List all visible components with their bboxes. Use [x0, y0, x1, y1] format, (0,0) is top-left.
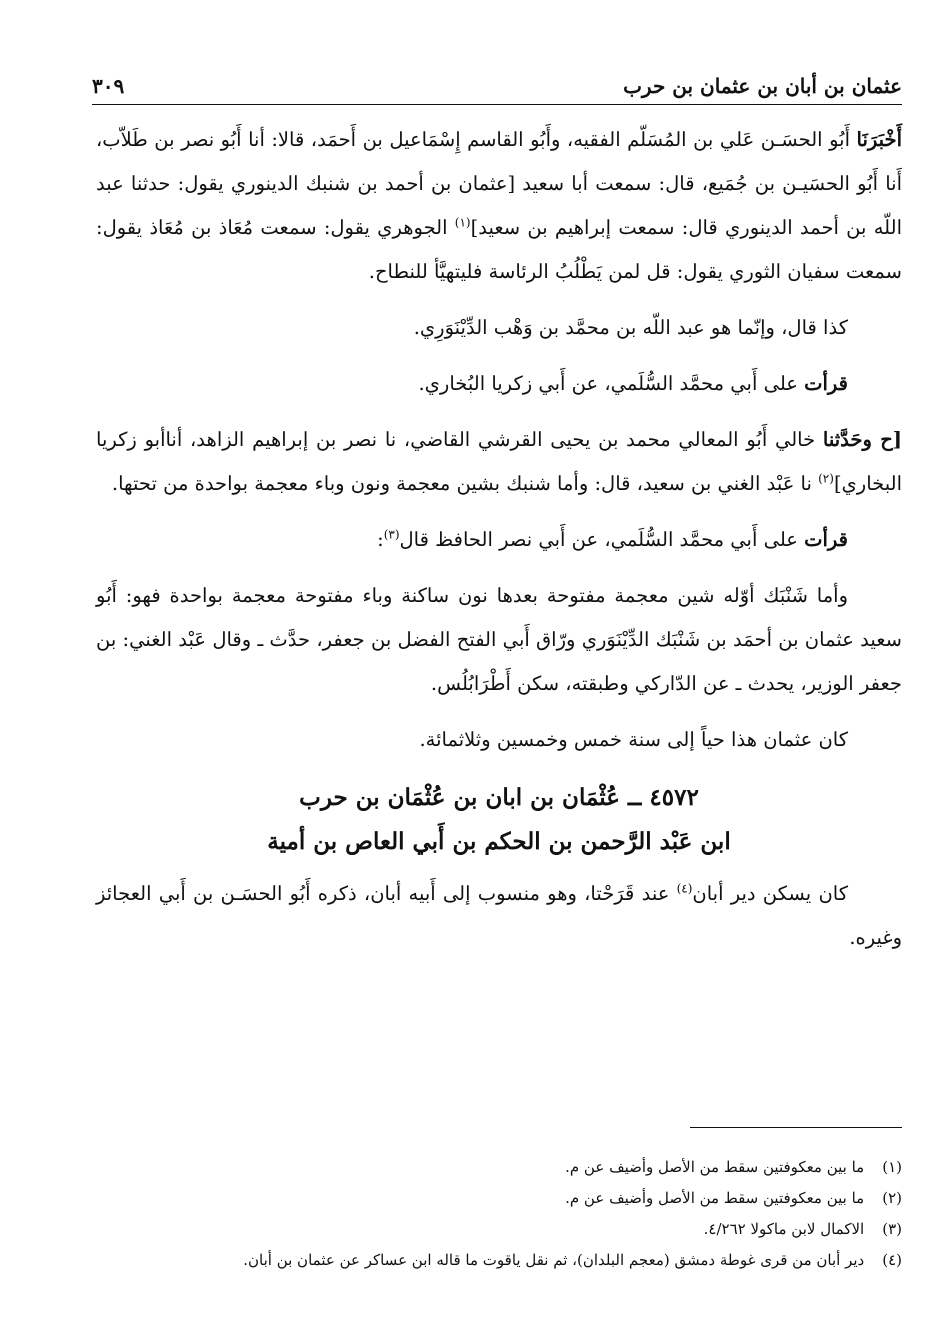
running-title: عثمان بن أبان بن عثمان بن حرب	[623, 74, 902, 98]
paragraph-death	[96, 718, 902, 762]
isnad-lead: [ح وحَدَّثنا	[822, 428, 903, 451]
footnote-number: (٣)	[882, 1220, 902, 1238]
footnote-number: (٤)	[882, 1251, 902, 1269]
footnote-mark: (٤)	[676, 881, 693, 896]
footnote	[96, 1245, 902, 1276]
footnote-mark: (٢)	[818, 471, 834, 486]
main-text	[96, 118, 902, 960]
footnote-text: ما بين معكوفتين سقط من الأصل وأضيف عن م.	[565, 1189, 865, 1207]
paragraph-text: كذا قال، وإنّما هو عبد اللّه بن محمَّد بن وَهْب الدِّيْنَوَرِي.	[413, 316, 848, 339]
entry-heading-line-2: ابن عَبْد الرَّحمن بن الحكم بن أَبي العاص بن أمية	[267, 828, 731, 855]
paragraph-text: كان يسكن دير أبان	[692, 882, 848, 905]
footnote	[96, 1152, 902, 1183]
entry-heading	[96, 776, 902, 864]
footnote	[96, 1183, 902, 1214]
paragraph-text: كان عثمان هذا حياً إلى سنة خمس وخمسين وثلاثمائة.	[419, 728, 848, 751]
entry-heading-line-1: ٤٥٧٢ ــ عُثْمَان بن ابان بن عُثْمَان بن حرب	[299, 784, 699, 811]
paragraph-note	[96, 306, 902, 350]
paragraph-shanbak	[96, 574, 902, 706]
paragraph-text: وأما شَنْبَك أوّله شين معجمة مفتوحة بعدها نون ساكنة وباء مفتوحة معجمة بواحدة فهو: أَبُو سعيد عثمان بن أحمَد بن شَنْبَك الدِّيْنَوَري ورّاق أَبي الفتح الفضل بن جعفر، حدَّث ـ وقال عَبْد الغني: بن جعفر الوزير، يحدث ـ عن الدّاركي وطبقته، سكن أَطْرَابُلُس.	[96, 584, 902, 695]
footnote-divider	[690, 1127, 902, 1128]
paragraph-text-tail: :	[377, 528, 384, 551]
footnote-mark: (٣)	[383, 527, 400, 542]
paragraph-text-tail: نا عَبْد الغني بن سعيد، قال: وأما شنبك بشين معجمة ونون وباء معجمة بواحدة من تحتها.	[111, 472, 819, 495]
header-divider	[92, 104, 902, 105]
footnote-text: الاكمال لابن ماكولا ٤/٢٦٢.	[703, 1220, 865, 1238]
paragraph-text-tail: عند قَرَحْتا، وهو منسوب إلى أَبيه أبان، ذكره أَبُو الحسَـن بن أَبي العجائز وغيره.	[96, 882, 902, 949]
footnote-mark: (١)	[454, 215, 471, 230]
paragraph-text: على أَبي محمَّد السُّلَمي، عن أَبي زكريا البُخاري.	[418, 372, 805, 395]
paragraph-text: على أَبي محمَّد السُّلَمي، عن أَبي نصر الحافظ قال	[399, 528, 805, 551]
paragraph-entry	[96, 872, 902, 960]
footnote-number: (١)	[882, 1158, 902, 1176]
paragraph-text: خالي أَبُو المعالي محمد بن يحيى القرشي القاضي، نا نصر بن إبراهيم الزاهد، أناأبو زكريا البخاري]	[96, 428, 902, 495]
paragraph-isnad-1	[96, 118, 902, 294]
isnad-lead: أَخْبَرَنَا	[856, 128, 902, 151]
isnad-lead: قرأت	[804, 528, 848, 551]
footnotes	[96, 1152, 902, 1276]
footnote-text: دير أبان من قرى غوطة دمشق (معجم البلدان)، ثم نقل ياقوت ما قاله ابن عساكر عن عثمان بن أبان.	[243, 1251, 865, 1269]
footnote-number: (٢)	[882, 1189, 902, 1207]
paragraph-isnad-2	[96, 362, 902, 406]
isnad-lead: قرأت	[804, 372, 848, 395]
paragraph-text-tail: الجوهري يقول: سمعت مُعَاذ بن مُعَاذ يقول: سمعت سفيان الثوري يقول: قل لمن يَطْلُبُ الرئاسة فليتهيَّأ للنطاح.	[96, 216, 902, 283]
page-header	[92, 58, 902, 98]
footnote	[96, 1214, 902, 1245]
paragraph-text: أَبُو الحسَـن عَلي بن المُسَلّم الفقيه، وأَبُو القاسم إِسْمَاعيل بن أَحمَد، قالا: أنا أَبُو نصر بن طَلاّب، أَنا أَبُو الحسَيـن بن جُمَيع، قال: سمعت أبا سعيد [عثمان بن أحمد بن شنبك الدينوري يقول: حدثنا عبد اللّه بن أحمد الدينوري قال: سمعت إبراهيم بن سعيد]	[96, 128, 902, 239]
paragraph-isnad-4	[96, 518, 902, 562]
footnote-text: ما بين معكوفتين سقط من الأصل وأضيف عن م.	[565, 1158, 865, 1176]
page-number: ٣٠٩	[92, 74, 125, 98]
paragraph-isnad-3	[96, 418, 902, 506]
